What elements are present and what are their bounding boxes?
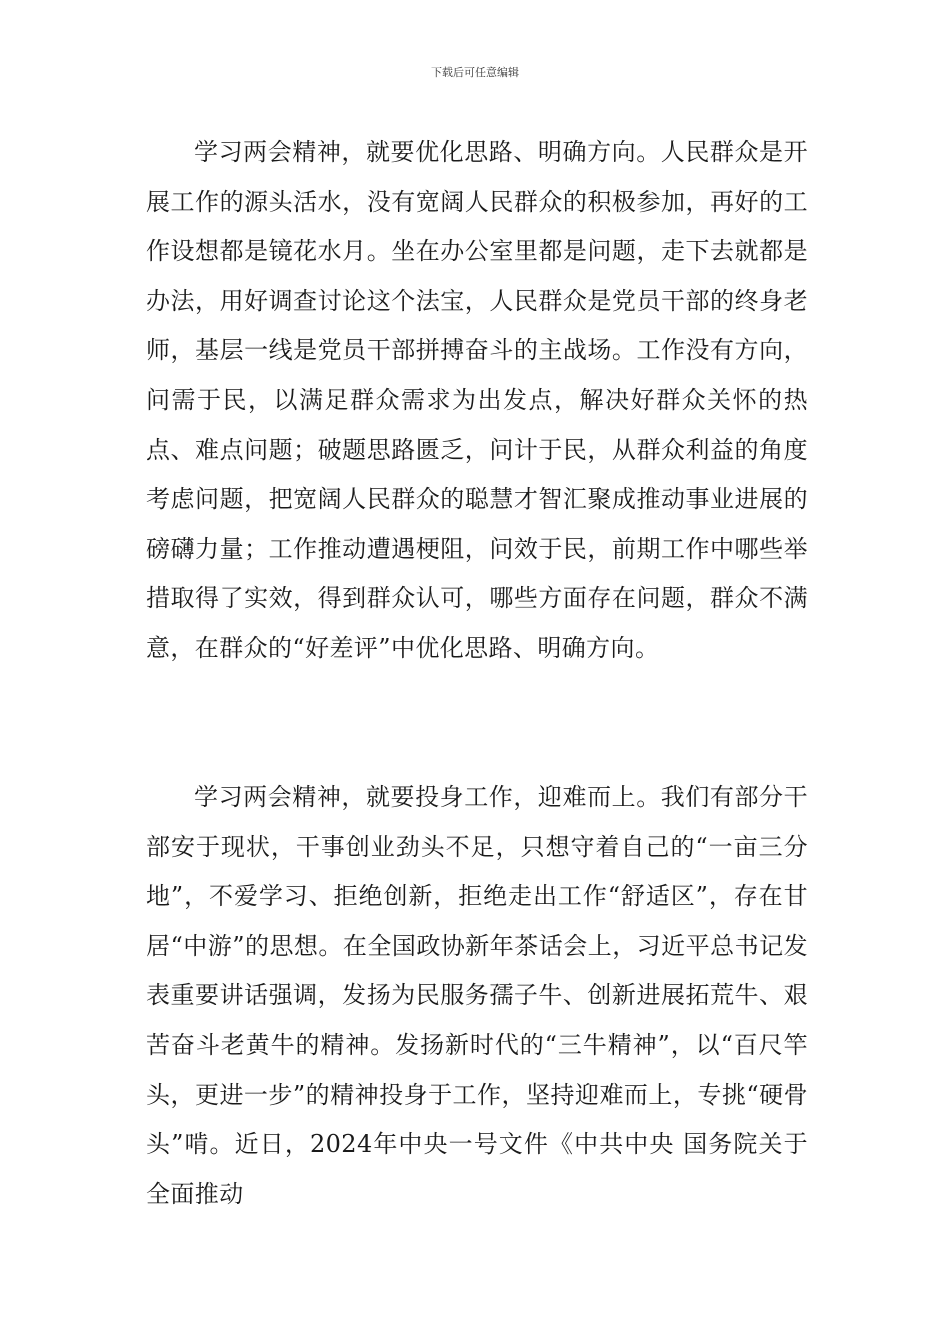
page-header-note: 下载后可任意编辑 — [431, 66, 519, 79]
paragraph-1: 学习两会精神，就要优化思路、明确方向。人民群众是开展工作的源头活水，没有宽阔人民群众的积极参加，再好的工作设想都是镜花水月。坐在办公室里都是问题，走下去就都是办法，用好调查讨论这个法宝，人民群众是党员干部的终身老师，基层一线是党员干部拼搏奋斗的主战场。工作没有方向，问需于民，以满足群众需求为出发点，解决好群众关怀的热点、难点问题；破题思路匮乏，问计于民，从群众利益的角度考虑问题，把宽阔人民群众的聪慧才智汇聚成推动事业进展的磅礴力量；工作推动遭遇梗阻，问效于民，前期工作中哪些举措取得了实效，得到群众认可，哪些方面存在问题，群众不满意，在群众的“好差评”中优化思路、明确方向。 — [146, 138, 808, 662]
paragraph-2: 学习两会精神，就要投身工作，迎难而上。我们有部分干部安于现状，干事创业劲头不足，只想守着自己的“一亩三分地”，不爱学习、拒绝创新，拒绝走出工作“舒适区”，存在甘居“中游”的思想。在全国政协新年茶话会上，习近平总书记发表重要讲话强调，发扬为民服务孺子牛、创新进展拓荒牛、艰苦奋斗老黄牛的精神。发扬新时代的“三牛精神”，以“百尺竿头，更进一步”的精神投身于工作，坚持迎难而上，专挑“硬骨头”啃。近日，2024年中央一号文件《中共中央 国务院关于全面推动 — [146, 783, 808, 1208]
